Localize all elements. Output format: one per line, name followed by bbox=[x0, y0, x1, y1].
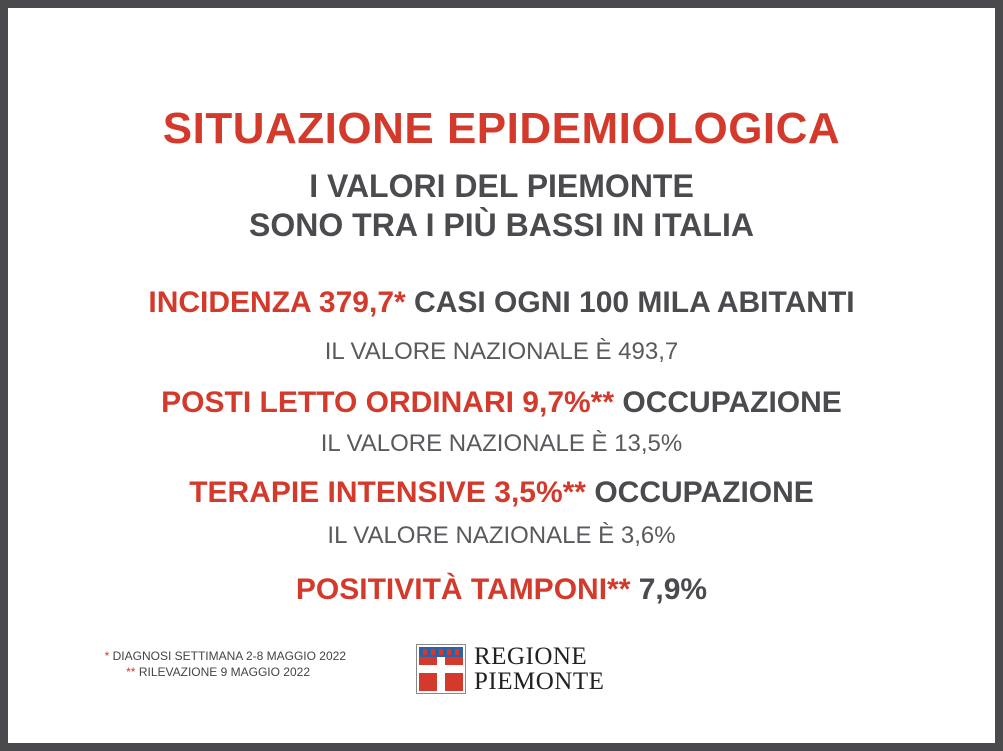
footnote-1 bbox=[26, 649, 346, 663]
stat-ordinary-beds bbox=[8, 386, 995, 420]
stat-test-positivity-label: POSITIVITÀ TAMPONI** bbox=[295, 573, 631, 606]
slide bbox=[8, 8, 995, 743]
footnote-2-text: RILEVAZIONE 9 MAGGIO 2022 bbox=[135, 665, 310, 679]
stat-incidence-label: CASI OGNI 100 MILA ABITANTI bbox=[405, 286, 855, 319]
stat-test-positivity bbox=[8, 573, 995, 607]
stat-ordinary-beds-national: IL VALORE NAZIONALE È 13,5% bbox=[320, 430, 683, 457]
stat-intensive-care bbox=[8, 476, 995, 510]
footnote-1-mark: * bbox=[104, 649, 110, 663]
stat-intensive-care-national: IL VALORE NAZIONALE È 3,6% bbox=[327, 522, 676, 549]
logo-line-2: PIEMONTE bbox=[474, 668, 605, 695]
regione-piemonte-logo-text bbox=[474, 644, 604, 694]
stat-ordinary-beds-value: POSTI LETTO ORDINARI 9,7%** bbox=[161, 386, 615, 419]
footnote-1-text: DIAGNOSI SETTIMANA 2-8 MAGGIO 2022 bbox=[109, 649, 346, 663]
stat-incidence bbox=[8, 286, 995, 320]
stat-ordinary-beds-label: OCCUPAZIONE bbox=[614, 386, 842, 419]
stat-intensive-care-value: TERAPIE INTENSIVE 3,5%** bbox=[189, 476, 586, 509]
footnote-2 bbox=[0, 665, 310, 679]
stat-incidence-national: IL VALORE NAZIONALE È 493,7 bbox=[324, 338, 679, 365]
subtitle-line-2: SONO TRA I PIÙ BASSI IN ITALIA bbox=[249, 207, 754, 243]
stat-intensive-care-label: OCCUPAZIONE bbox=[586, 476, 814, 509]
stat-test-positivity-value: 7,9% bbox=[630, 573, 708, 606]
page-title: SITUAZIONE EPIDEMIOLOGICA bbox=[162, 104, 841, 153]
subtitle-line-1: I VALORI DEL PIEMONTE bbox=[309, 168, 694, 204]
logo-line-1: REGIONE bbox=[474, 643, 588, 670]
stat-incidence-value: INCIDENZA 379,7* bbox=[148, 286, 406, 319]
regione-piemonte-emblem-icon bbox=[416, 644, 466, 694]
footnote-2-mark: ** bbox=[126, 665, 136, 679]
